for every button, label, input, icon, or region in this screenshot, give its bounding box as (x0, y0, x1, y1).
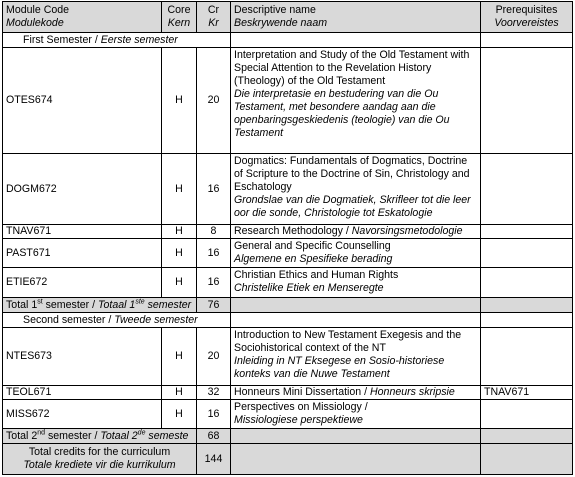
module-row-teol671 (3, 386, 573, 400)
module-prereq (481, 154, 573, 225)
total-label-sup: st (37, 297, 43, 305)
module-credits: 32 (197, 386, 231, 400)
module-prereq (481, 400, 573, 429)
grand-total-label-af: Totale krediete vir die kurrikulum (23, 459, 176, 471)
semester-2-total-label (3, 429, 197, 444)
header-descriptive-name-en: Descriptive name (234, 4, 316, 16)
grand-total-desc-cell (231, 444, 481, 475)
header-descriptive-name (231, 2, 481, 33)
module-prereq: TNAV671 (481, 386, 573, 400)
module-prereq (481, 328, 573, 386)
module-name-en: Christian Ethics and Human Rights (234, 269, 399, 281)
module-description (231, 48, 481, 154)
header-credits (197, 2, 231, 33)
total-label-part: semester / (42, 298, 99, 311)
header-core (162, 2, 197, 33)
module-row-dogm672 (3, 154, 573, 225)
module-description (231, 268, 481, 298)
header-prerequisites-en: Prerequisites (495, 4, 558, 16)
semester-1-label-row (3, 33, 573, 48)
semester-1-total-label (3, 298, 197, 313)
header-module-code (3, 2, 162, 33)
module-name-af: Die interpretasie en bestudering van die Ou Testament, met besondere aandag aan die openbaringsgeskiedenis (teologie) van die Ou Testament (234, 88, 450, 139)
semester-1-label-af: Eerste semester (100, 33, 178, 46)
header-core-af: Kern (167, 17, 191, 29)
semester-2-label-af: Tweede semester (114, 313, 198, 326)
module-description (231, 328, 481, 386)
module-prereq (481, 268, 573, 298)
module-name-af: Missiologiese perspektiewe (234, 414, 363, 426)
module-credits: 16 (197, 239, 231, 268)
module-row-miss672 (3, 400, 573, 429)
semester-2-total-prereq-cell (481, 429, 573, 444)
module-credits: 16 (197, 268, 231, 298)
total-label-af-part: Totaal 1 (98, 298, 136, 311)
semester-2-label (3, 313, 231, 328)
module-core: H (162, 268, 197, 298)
total-label-sup: nd (37, 428, 46, 436)
header-module-code-af: Modulekode (6, 17, 64, 29)
semester-2-total-credits: 68 (197, 429, 231, 444)
module-row-tnav671 (3, 225, 573, 239)
semester-1-total-row (3, 298, 573, 313)
module-row-past671 (3, 239, 573, 268)
module-name-en: Dogmatics: Fundamentals of Dogmatics, Doctrine of Scripture to the Doctrine of Sin, Christology and Eschatology (234, 155, 470, 193)
module-name-af: Navorsingsmetodologie (351, 225, 463, 237)
total-label-part: Total 2 (6, 429, 38, 442)
module-code: TNAV671 (3, 225, 162, 239)
grand-total-row (3, 444, 573, 475)
module-prereq (481, 48, 573, 154)
module-description (231, 239, 481, 268)
module-core: H (162, 328, 197, 386)
curriculum-table (2, 1, 573, 475)
module-core: H (162, 400, 197, 429)
semester-1-label-prereq-cell (481, 33, 573, 48)
module-core: H (162, 225, 197, 239)
total-label-af-sup: de (137, 428, 146, 436)
semester-1-total-credits: 76 (197, 298, 231, 313)
module-name-en: Perspectives on Missiology / (234, 401, 368, 413)
module-name-af: Inleiding in NT Eksegese en Sosio-historiese konteks van die Nuwe Testament (234, 355, 445, 380)
module-core: H (162, 239, 197, 268)
semester-1-total-prereq-cell (481, 298, 573, 313)
module-credits: 20 (197, 328, 231, 386)
module-name-en: Honneurs Mini Dissertation / (234, 386, 371, 398)
semester-1-label-desc-cell (231, 33, 481, 48)
module-core: H (162, 154, 197, 225)
semester-2-label-desc-cell (231, 313, 481, 328)
module-row-etie672 (3, 268, 573, 298)
module-code: PAST671 (3, 239, 162, 268)
module-core: H (162, 386, 197, 400)
module-credits: 8 (197, 225, 231, 239)
header-core-en: Core (167, 4, 191, 16)
semester-2-label-en: Second semester / (23, 313, 115, 326)
header-module-code-en: Module Code (6, 4, 70, 16)
semester-2-label-prereq-cell (481, 313, 573, 328)
module-prereq (481, 239, 573, 268)
grand-total-label (3, 444, 197, 475)
total-label-af-part: semeste (145, 429, 189, 442)
semester-1-label-en: First Semester / (23, 33, 101, 46)
module-description (231, 225, 481, 239)
module-code: DOGM672 (3, 154, 162, 225)
module-name-en: General and Specific Counselling (234, 240, 391, 252)
header-credits-af: Kr (208, 17, 219, 29)
module-code: MISS672 (3, 400, 162, 429)
module-name-en: Research Methodology / (234, 225, 352, 237)
table-header-row (3, 2, 573, 33)
module-code: ETIE672 (3, 268, 162, 298)
grand-total-prereq-cell (481, 444, 573, 475)
module-name-af: Christelike Etiek en Menseregte (234, 282, 384, 294)
module-name-en: Introduction to New Testament Exegesis and the Sociohistorical context of the NT (234, 329, 462, 354)
module-name-af: Grondslae van die Dogmatiek, Skrifleer tot die leer oor die sonde, Christologie tot Eskatologie (234, 194, 471, 219)
module-credits: 16 (197, 154, 231, 225)
module-prereq (481, 225, 573, 239)
total-label-part: Total 1 (6, 298, 38, 311)
module-name-en: Interpretation and Study of the Old Testament with Special Attention to the Revelation History (Theology) of the Old Testament (234, 49, 470, 87)
semester-1-total-desc-cell (231, 298, 481, 313)
module-code: OTES674 (3, 48, 162, 154)
total-label-af-part: semester (144, 298, 192, 311)
header-prerequisites (481, 2, 573, 33)
header-credits-en: Cr (207, 4, 220, 16)
module-core: H (162, 48, 197, 154)
total-label-af-part: Totaal 2 (100, 429, 138, 442)
grand-total-credits: 144 (197, 444, 231, 475)
module-name-af: Honneurs skripsie (370, 386, 455, 398)
module-code: NTES673 (3, 328, 162, 386)
total-label-af-sup: ste (135, 297, 145, 305)
total-label-part: semester / (45, 429, 101, 442)
module-credits: 16 (197, 400, 231, 429)
module-code: TEOL671 (3, 386, 162, 400)
semester-1-label (3, 33, 231, 48)
module-credits: 20 (197, 48, 231, 154)
semester-2-total-desc-cell (231, 429, 481, 444)
module-row-ntes673 (3, 328, 573, 386)
semester-2-label-row (3, 313, 573, 328)
module-description (231, 154, 481, 225)
module-description (231, 400, 481, 429)
header-descriptive-name-af: Beskrywende naam (234, 17, 328, 29)
module-description (231, 386, 481, 400)
grand-total-label-en: Total credits for the curriculum (28, 446, 171, 458)
semester-2-total-row (3, 429, 573, 444)
module-row-otes674 (3, 48, 573, 154)
module-name-af: Algemene en Spesifieke berading (234, 253, 393, 265)
header-prerequisites-af: Voorvereistes (494, 17, 559, 29)
